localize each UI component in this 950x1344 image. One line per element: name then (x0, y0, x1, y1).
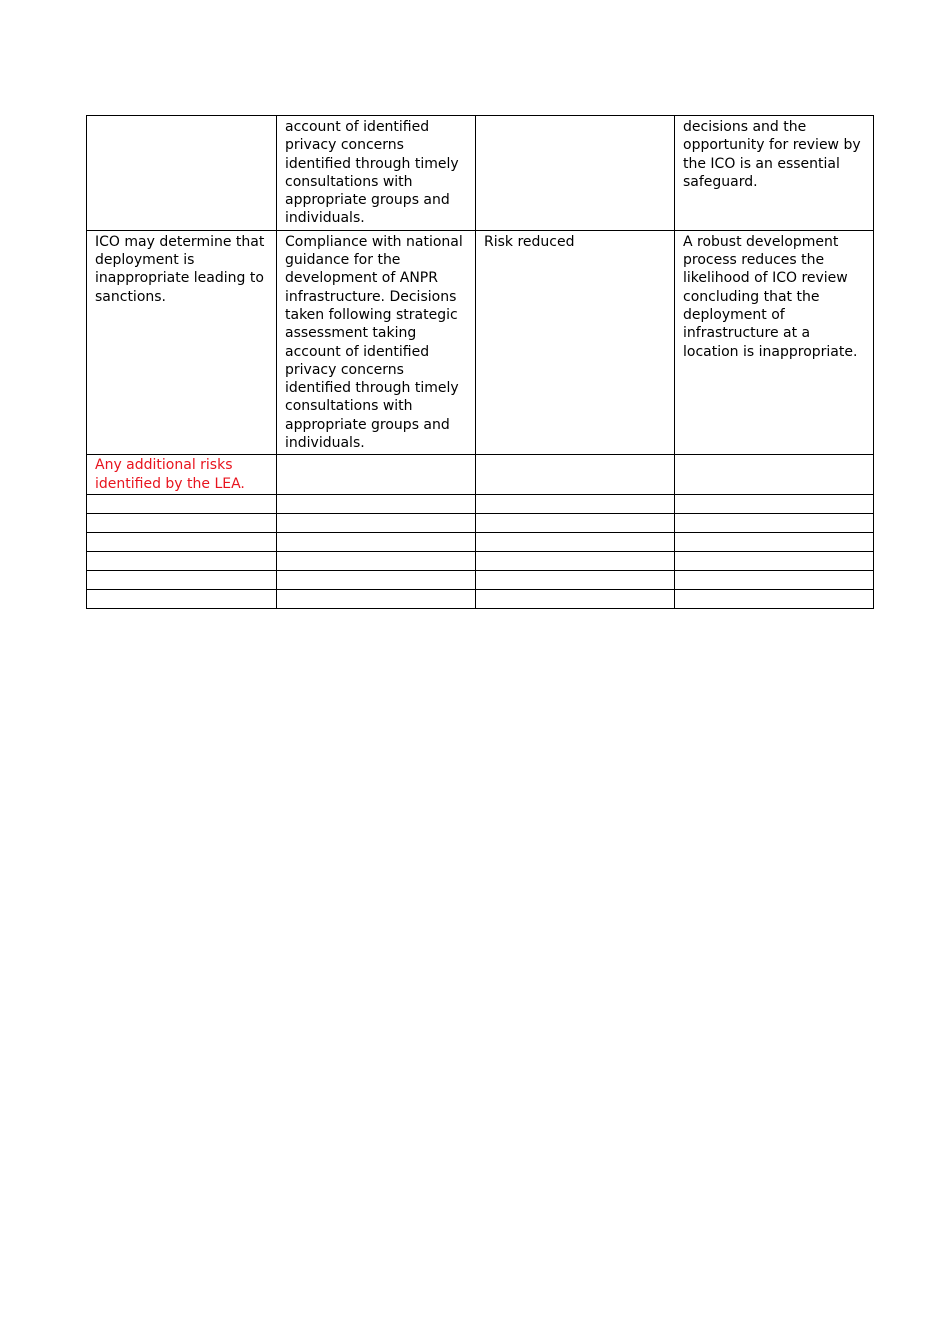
empty-cell[interactable] (476, 570, 675, 589)
empty-cell[interactable] (476, 589, 675, 608)
table-row-continued (87, 116, 874, 231)
empty-cell[interactable] (87, 589, 277, 608)
justification-cell: decisions and the opportunity for review by the ICO is an essential safeguard. (675, 116, 874, 231)
table-row-ico-sanctions (87, 230, 874, 455)
empty-cell[interactable] (675, 551, 874, 570)
empty-cell[interactable] (277, 513, 476, 532)
empty-cell[interactable] (476, 551, 675, 570)
result-cell[interactable] (476, 455, 675, 495)
empty-cell[interactable] (87, 551, 277, 570)
table-row-empty (87, 513, 874, 532)
empty-cell[interactable] (277, 570, 476, 589)
empty-cell[interactable] (87, 494, 277, 513)
table-row-empty (87, 494, 874, 513)
mitigation-cell[interactable] (277, 455, 476, 495)
risk-assessment-table (86, 115, 874, 609)
empty-cell[interactable] (476, 532, 675, 551)
empty-cell[interactable] (87, 570, 277, 589)
empty-cell[interactable] (476, 513, 675, 532)
result-cell (476, 116, 675, 231)
justification-cell: A robust development process reduces the likelihood of ICO review concluding that the deployment of infrastructure at a location is inappropriate. (675, 230, 874, 455)
table-row-empty (87, 570, 874, 589)
empty-cell[interactable] (675, 513, 874, 532)
empty-cell[interactable] (277, 494, 476, 513)
mitigation-cell: Compliance with national guidance for the development of ANPR infrastructure. Decisions taken following strategic assessment taking account of identified privacy concerns identified through timely consultations with appropriate groups and individuals. (277, 230, 476, 455)
empty-cell[interactable] (675, 589, 874, 608)
empty-cell[interactable] (277, 589, 476, 608)
table-row-empty (87, 532, 874, 551)
empty-cell[interactable] (675, 532, 874, 551)
mitigation-cell: account of identified privacy concerns identified through timely consultations with appropriate groups and individuals. (277, 116, 476, 231)
empty-cell[interactable] (675, 494, 874, 513)
risk-cell (87, 116, 277, 231)
table-row-empty (87, 551, 874, 570)
table-row-additional-risks (87, 455, 874, 495)
empty-cell[interactable] (87, 513, 277, 532)
empty-cell[interactable] (476, 494, 675, 513)
justification-cell[interactable] (675, 455, 874, 495)
risk-cell: ICO may determine that deployment is inappropriate leading to sanctions. (87, 230, 277, 455)
empty-cell[interactable] (675, 570, 874, 589)
empty-cell[interactable] (277, 551, 476, 570)
table-row-empty (87, 589, 874, 608)
additional-risks-prompt[interactable]: Any additional risks identified by the LEA. (87, 455, 277, 495)
empty-cell[interactable] (87, 532, 277, 551)
empty-cell[interactable] (277, 532, 476, 551)
result-cell: Risk reduced (476, 230, 675, 455)
